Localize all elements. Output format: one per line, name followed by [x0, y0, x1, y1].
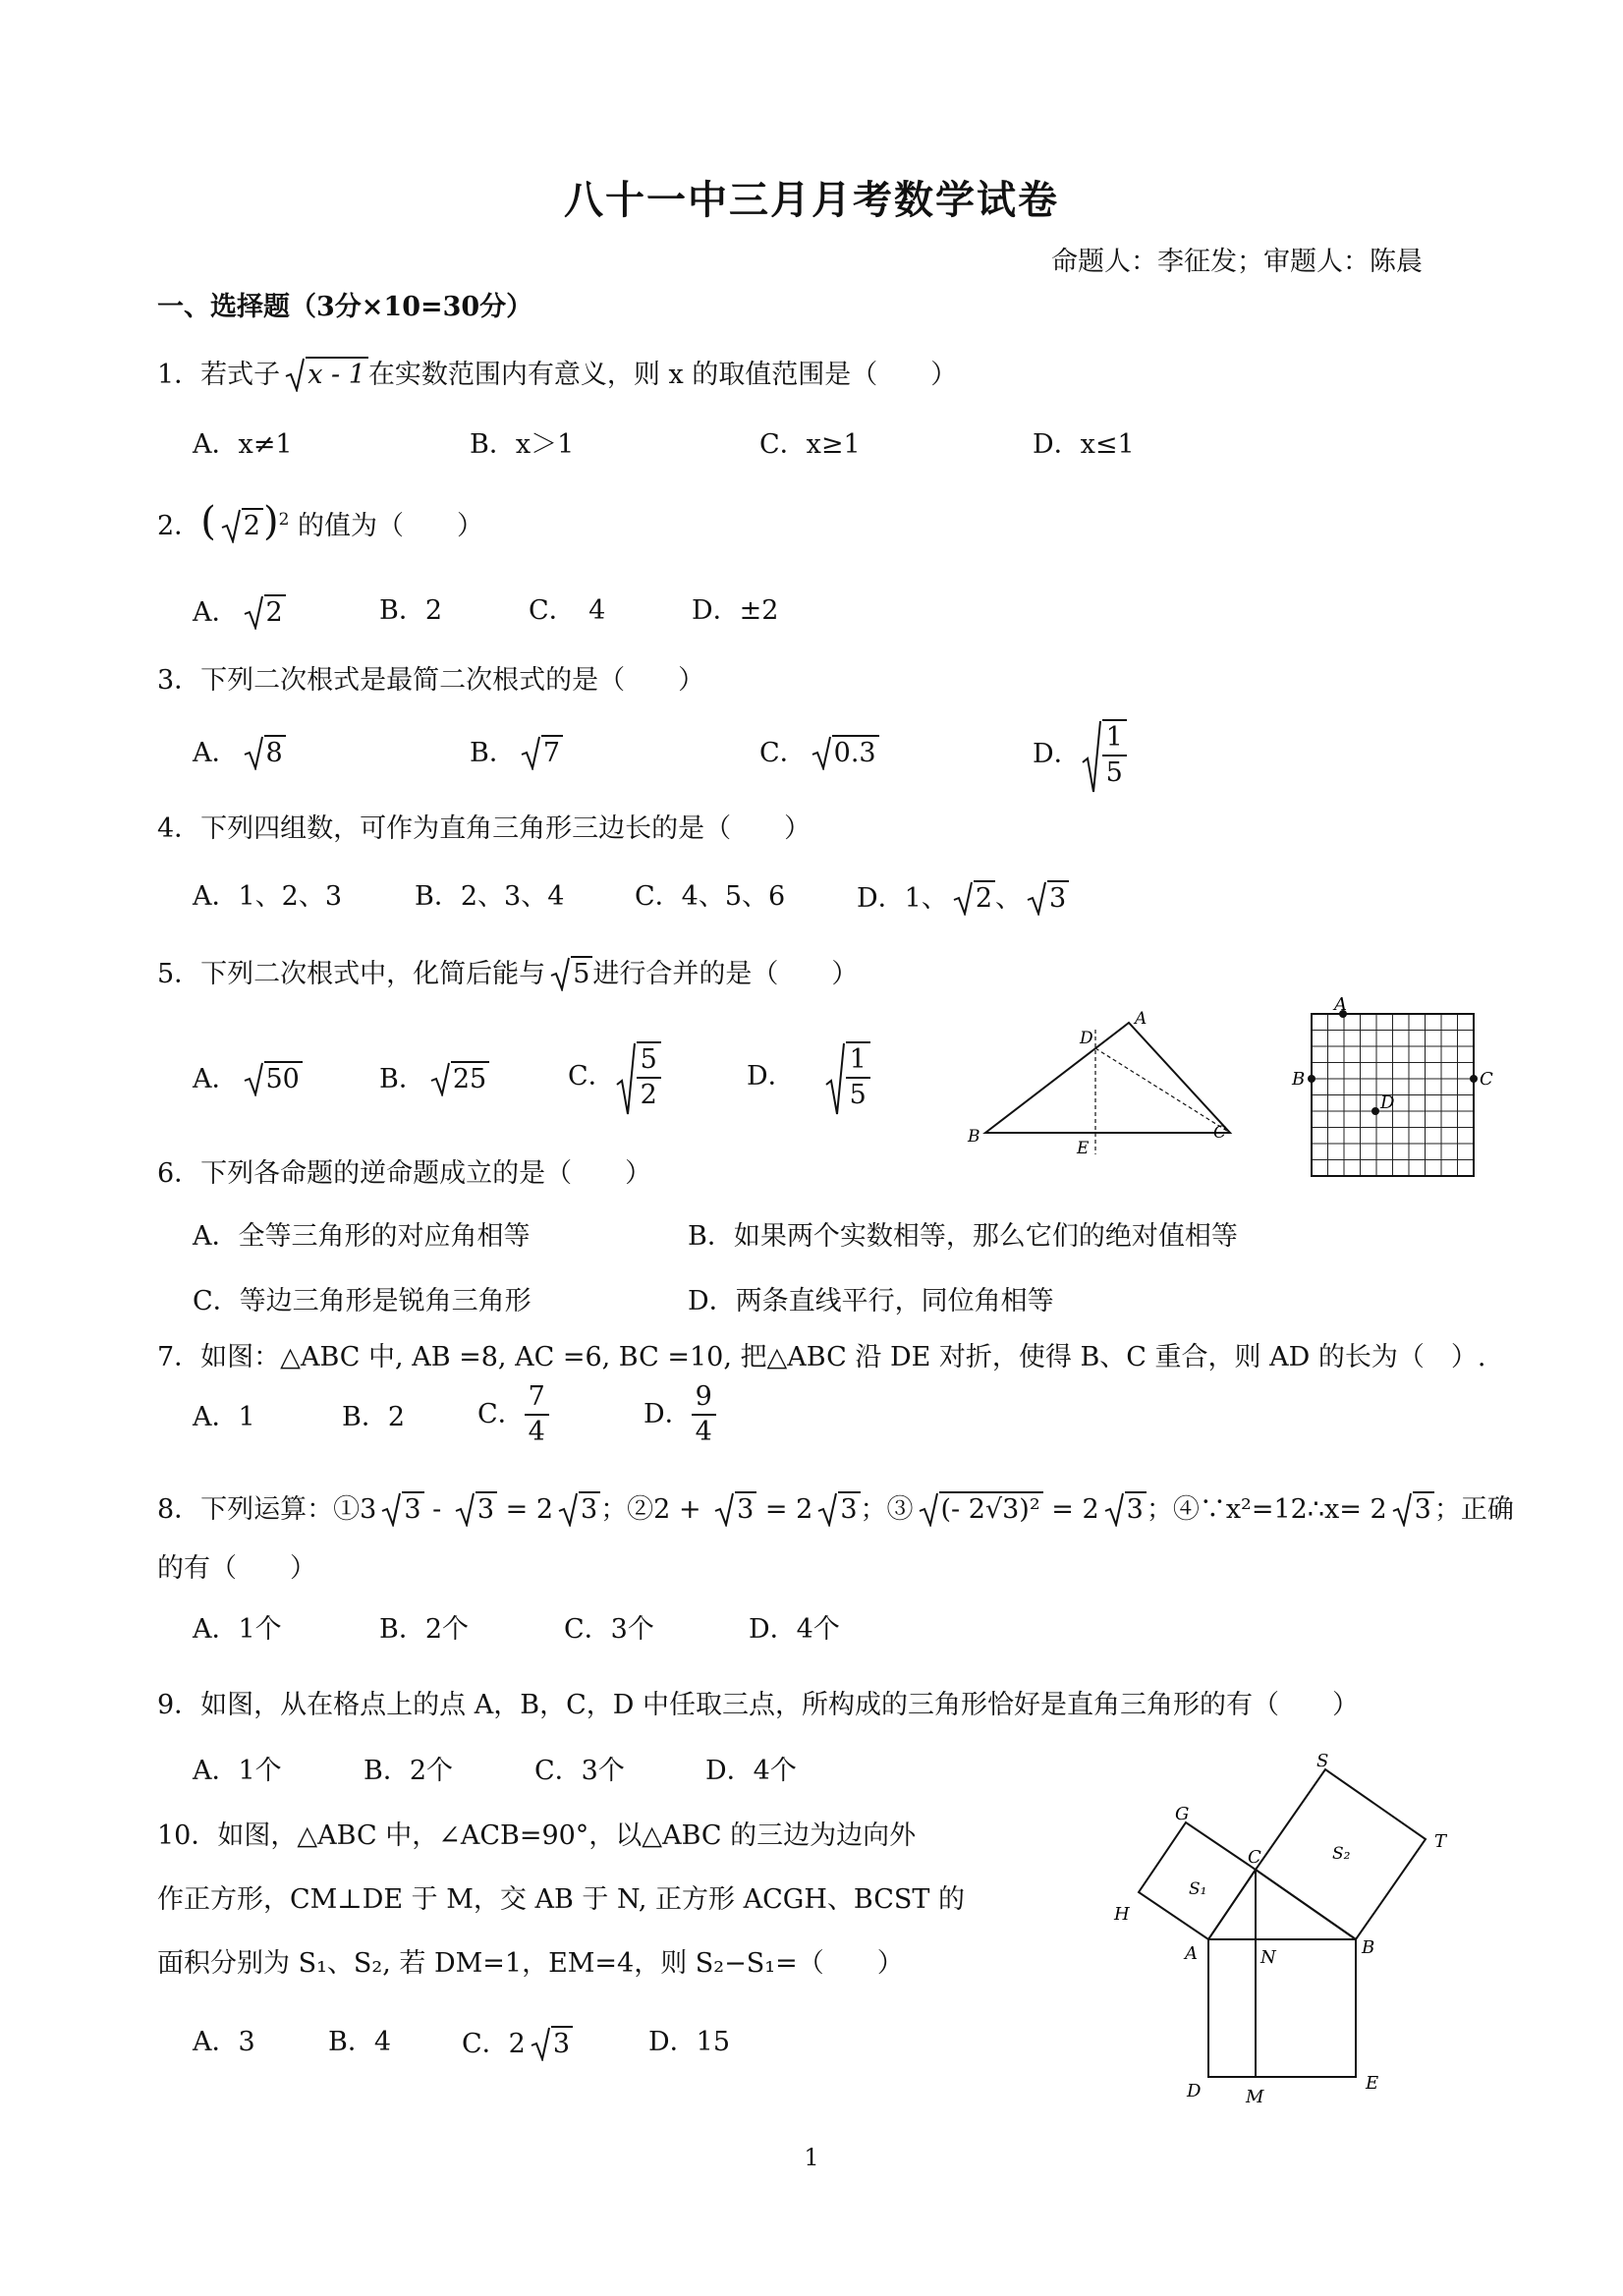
question-1-stem: 1．若式子 x - 1 在实数范围内有意义，则 x 的取值范围是（ ） [157, 357, 957, 392]
q1-option-c[interactable]: C．x≥1 [759, 429, 861, 460]
q3-option-d[interactable]: D． $\frac{1}{5}$ [1033, 719, 1127, 790]
section-heading: 一、选择题（3分×10=30分） [157, 292, 533, 322]
q7-option-b[interactable]: B．2 [342, 1402, 406, 1432]
q6-option-b[interactable]: B．如果两个实数相等，那么它们的绝对值相等 [688, 1221, 1238, 1252]
fig10-label-t: T [1434, 1831, 1447, 1852]
q6-option-d[interactable]: D．两条直线平行，同位角相等 [688, 1286, 1054, 1316]
fig10-label-h: H [1114, 1904, 1130, 1925]
question-10-line-2: 作正方形，CM⊥DE 于 M，交 AB 于 N, 正方形 ACGH、BCST 的 [157, 1884, 965, 1915]
fig10-label-c: C [1248, 1847, 1261, 1868]
q7-option-c[interactable]: C． $\frac{7}{4}$ [477, 1380, 549, 1449]
q5-option-b[interactable]: B． 25 [379, 1061, 489, 1096]
q2-option-c[interactable]: C． 4 [529, 595, 606, 626]
question-9-stem: 9．如图，从在格点上的点 A，B，C，D 中任取三点，所构成的三角形恰好是直角三角形的有（ ） [157, 1690, 1359, 1720]
q9-option-b[interactable]: B．2个 [364, 1756, 454, 1786]
author-line: 命题人：李征发；审题人：陈晨 [1051, 247, 1423, 277]
fig7-label-d: D [1080, 1029, 1093, 1048]
sqrt-expr: x - 1 [284, 357, 368, 392]
q6-option-a[interactable]: A．全等三角形的对应角相等 [193, 1221, 531, 1252]
q10-option-b[interactable]: B．4 [328, 2027, 392, 2057]
fig7-label-e: E [1077, 1139, 1090, 1158]
fig10-label-s1: S₁ [1189, 1879, 1207, 1899]
q10-option-d[interactable]: D．15 [648, 2027, 731, 2057]
fig10-label-e: E [1366, 2073, 1379, 2094]
fig9-label-c: C [1480, 1069, 1493, 1090]
q8-option-d[interactable]: D．4个 [749, 1614, 840, 1645]
q7-option-d[interactable]: D． $\frac{9}{4}$ [644, 1380, 716, 1449]
q5-option-d[interactable]: D． $\frac{1}{5}$ [747, 1041, 870, 1112]
q9-option-a[interactable]: A．1个 [193, 1756, 282, 1786]
fig9-label-d: D [1380, 1092, 1395, 1113]
q1-option-b[interactable]: B．x＞1 [470, 429, 575, 460]
q3-option-b[interactable]: B． 7 [470, 735, 563, 770]
q8-option-c[interactable]: C．3个 [564, 1614, 654, 1645]
q4-option-a[interactable]: A．1、2、3 [193, 881, 343, 912]
fig10-label-s: S [1316, 1751, 1329, 1771]
q10-option-c[interactable]: C．2 3 [462, 2026, 573, 2061]
q4-option-b[interactable]: B．2、3、4 [415, 881, 565, 912]
question-10-line-1: 10．如图，△ABC 中，∠ACB=90°，以△ABC 的三边为边向外 [157, 1820, 917, 1851]
page-number: 1 [804, 2144, 819, 2171]
question-3-stem: 3．下列二次根式是最简二次根式的是（ ） [157, 665, 705, 696]
q3-option-a[interactable]: A． 8 [193, 735, 286, 770]
q9-option-d[interactable]: D．4个 [705, 1756, 797, 1786]
fig7-label-a: A [1135, 1009, 1147, 1029]
q5-option-c[interactable]: C． $\frac{5}{2}$ [568, 1041, 661, 1112]
q1-option-a[interactable]: A．x≠1 [193, 429, 293, 460]
fig10-label-n: N [1260, 1947, 1276, 1968]
q9-option-c[interactable]: C．3个 [534, 1756, 625, 1786]
q6-option-c[interactable]: C．等边三角形是锐角三角形 [193, 1286, 532, 1316]
fig10-label-d: D [1187, 2081, 1202, 2101]
triangle-figure [958, 1002, 1253, 1159]
q3-option-c[interactable]: C． 0.3 [759, 735, 879, 770]
q8-option-b[interactable]: B．2个 [379, 1614, 470, 1645]
question-7-stem: 7．如图：△ABC 中, AB =8, AC =6, BC =10, 把△ABC 沿 DE 对折，使得 B、C 重合，则 AD 的长为（ ）. [157, 1342, 1486, 1372]
q1-option-d[interactable]: D．x≤1 [1033, 429, 1135, 460]
q8-option-a[interactable]: A．1个 [193, 1614, 282, 1645]
q10-option-a[interactable]: A．3 [193, 2027, 255, 2057]
q4-option-d[interactable]: D．1、 2 、 3 [857, 880, 1069, 916]
q5-option-a[interactable]: A． 50 [193, 1061, 303, 1096]
question-6-stem: 6．下列各命题的逆命题成立的是（ ） [157, 1158, 652, 1189]
q2-option-b[interactable]: B．2 [379, 595, 443, 626]
question-2-stem: 2．( 2)$^2$ 的值为（ ） [157, 499, 484, 544]
q2-option-d[interactable]: D．±2 [692, 595, 779, 626]
fig9-label-b: B [1292, 1069, 1306, 1090]
question-10-line-3: 面积分别为 S₁、S₂, 若 DM=1，EM=4，则 S₂−S₁=（ ） [157, 1948, 904, 1979]
question-5-stem: 5．下列二次根式中，化简后能与 5 进行合并的是（ ） [157, 956, 858, 991]
grid-figure [1287, 992, 1508, 1189]
question-8-stem: 8．下列运算：①3 3 - 3 = 2 3 ；②2 + 3 = 2 3 ；③ (- 2√3)² = 2 3 ；④∵x²=12∴x= 2 3 ；正确 [157, 1491, 1514, 1527]
q7-option-a[interactable]: A．1 [193, 1402, 255, 1432]
question-8-stem-cont: 的有（ ） [157, 1553, 316, 1584]
question-4-stem: 4．下列四组数，可作为直角三角形三边长的是（ ） [157, 813, 812, 844]
q4-option-c[interactable]: C．4、5、6 [635, 881, 786, 912]
fig7-label-b: B [968, 1127, 980, 1147]
q2-option-a[interactable]: A． 2 [193, 594, 286, 630]
fig7-label-c: C [1213, 1123, 1227, 1143]
squares-figure [1100, 1749, 1474, 2122]
fig10-label-b: B [1362, 1937, 1375, 1958]
fig10-label-m: M [1246, 2087, 1264, 2107]
page-title: 八十一中三月月考数学试卷 [564, 177, 1059, 223]
fig10-label-a: A [1185, 1943, 1198, 1964]
fig10-label-g: G [1175, 1804, 1190, 1824]
fig9-label-a: A [1334, 994, 1347, 1015]
fig10-label-s2: S₂ [1332, 1844, 1351, 1864]
